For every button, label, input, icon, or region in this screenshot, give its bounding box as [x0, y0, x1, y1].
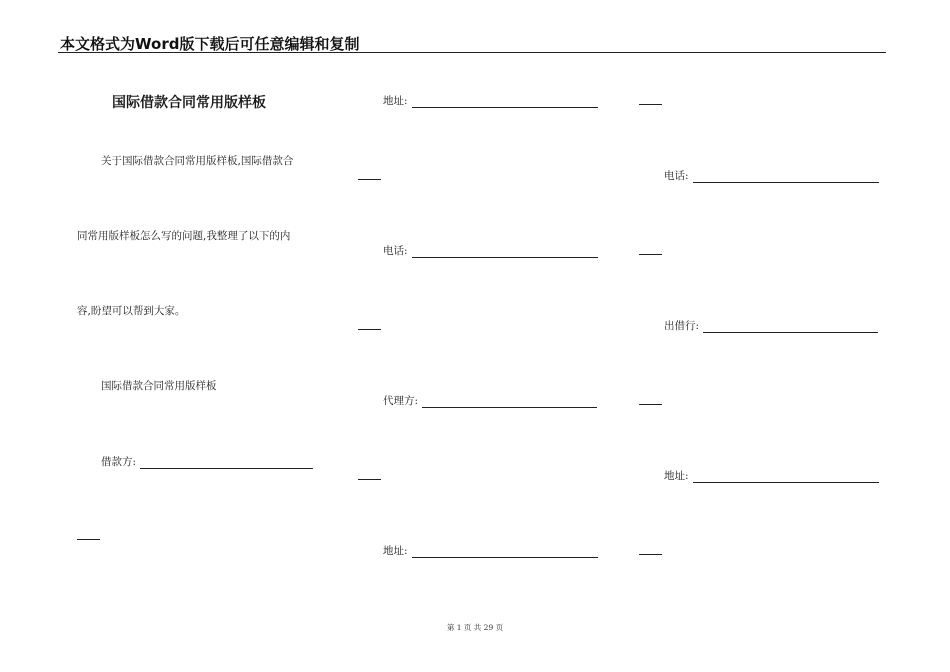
document-header: 本文格式为Word版下载后可任意编辑和复制 — [60, 35, 360, 53]
address-blank-1 — [412, 97, 598, 108]
borrower-blank — [140, 458, 313, 469]
lender-blank — [703, 322, 878, 333]
address-label-2: 地址: — [383, 545, 408, 557]
continuation-line — [358, 179, 381, 180]
phone-field-1 — [383, 243, 598, 258]
phone-label-2: 电话: — [664, 170, 689, 182]
address-label-3: 地址: — [664, 470, 689, 482]
address-field-1 — [383, 93, 598, 108]
address-field-3 — [664, 468, 879, 483]
agent-blank — [422, 397, 597, 408]
intro-line-1: 关于国际借款合同常用版样板,国际借款合 — [101, 155, 294, 167]
document-title: 国际借款合同常用版样板 — [112, 95, 266, 111]
address-blank-3 — [693, 472, 879, 483]
continuation-line — [639, 254, 662, 255]
lender-label: 出借行: — [664, 320, 700, 332]
intro-line-2: 同常用版样板怎么写的问题,我整理了以下的内 — [77, 230, 291, 242]
lender-field — [664, 318, 878, 333]
borrower-field — [101, 454, 313, 469]
phone-field-2 — [664, 168, 879, 183]
intro-line-3: 容,盼望可以帮到大家。 — [77, 305, 186, 317]
continuation-line — [639, 554, 662, 555]
agent-label: 代理方: — [383, 395, 419, 407]
continuation-line — [639, 404, 662, 405]
contract-subtitle: 国际借款合同常用版样板 — [101, 380, 217, 392]
phone-blank-2 — [693, 172, 879, 183]
continuation-line — [77, 539, 100, 540]
header-rule — [58, 52, 886, 53]
continuation-line — [639, 104, 662, 105]
continuation-line — [358, 479, 381, 480]
borrower-label: 借款方: — [101, 456, 137, 468]
continuation-line — [358, 329, 381, 330]
address-label-1: 地址: — [383, 95, 408, 107]
address-field-2 — [383, 543, 598, 558]
address-blank-2 — [412, 547, 598, 558]
agent-field — [383, 393, 597, 408]
page-indicator: 第 1 页 共 29 页 — [446, 623, 504, 632]
phone-blank-1 — [412, 247, 598, 258]
phone-label-1: 电话: — [383, 245, 408, 257]
